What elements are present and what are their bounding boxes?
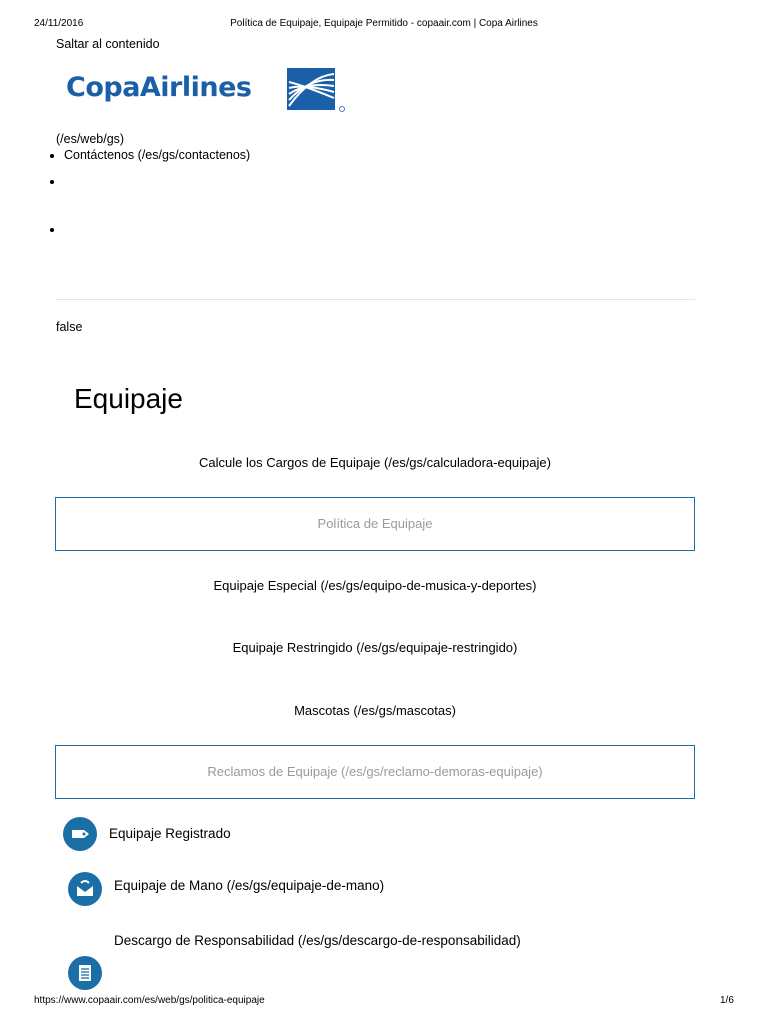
document-icon[interactable] (68, 956, 102, 990)
print-footer-page: 1/6 (720, 995, 734, 1006)
copa-airlines-logo[interactable] (66, 66, 356, 116)
print-title: Política de Equipaje, Equipaje Permitido - copaair.com | Copa Airlines (230, 18, 538, 29)
copa-globe-icon (287, 66, 347, 114)
print-date: 24/11/2016 (34, 18, 84, 29)
top-nav-list (48, 148, 250, 248)
checked-baggage-link[interactable]: Equipaje Registrado (109, 826, 231, 841)
page-title: Equipaje (74, 383, 183, 414)
baggage-policy-tab[interactable]: Política de Equipaje (55, 497, 695, 551)
disclaimer-link[interactable]: Descargo de Responsabilidad (/es/gs/descargo-de-responsabilidad) (114, 933, 521, 948)
restricted-baggage-link[interactable]: Equipaje Restringido (/es/gs/equipaje-restringido) (232, 640, 518, 655)
baggage-calculator-link[interactable]: Calcule los Cargos de Equipaje (/es/gs/calculadora-equipaje) (199, 455, 551, 470)
pets-link[interactable]: Mascotas (/es/gs/mascotas) (294, 703, 456, 718)
nav-item-label: Contáctenos (/es/gs/contactenos) (64, 148, 251, 162)
home-link[interactable]: (/es/web/gs) (56, 132, 125, 146)
baggage-claims-tab[interactable]: Reclamos de Equipaje (/es/gs/reclamo-demoras-equipaje) (55, 745, 695, 799)
nav-item-empty[interactable] (64, 222, 250, 248)
print-footer-url: https://www.copaair.com/es/web/gs/politica-equipaje (34, 995, 265, 1006)
logo-wordmark: CopaAirlines (66, 72, 252, 103)
baggage-tag-icon[interactable] (63, 817, 97, 851)
divider (55, 299, 695, 300)
hand-baggage-link[interactable]: Equipaje de Mano (/es/gs/equipaje-de-mano) (114, 878, 385, 893)
nav-item-empty[interactable] (64, 174, 250, 222)
false-text: false (56, 320, 83, 334)
skip-to-content-link[interactable]: Saltar al contenido (56, 37, 160, 51)
hand-baggage-icon[interactable] (68, 872, 102, 906)
special-baggage-link[interactable]: Equipaje Especial (/es/gs/equipo-de-musica-y-deportes) (213, 578, 537, 593)
nav-item-contactenos[interactable] (64, 148, 250, 174)
